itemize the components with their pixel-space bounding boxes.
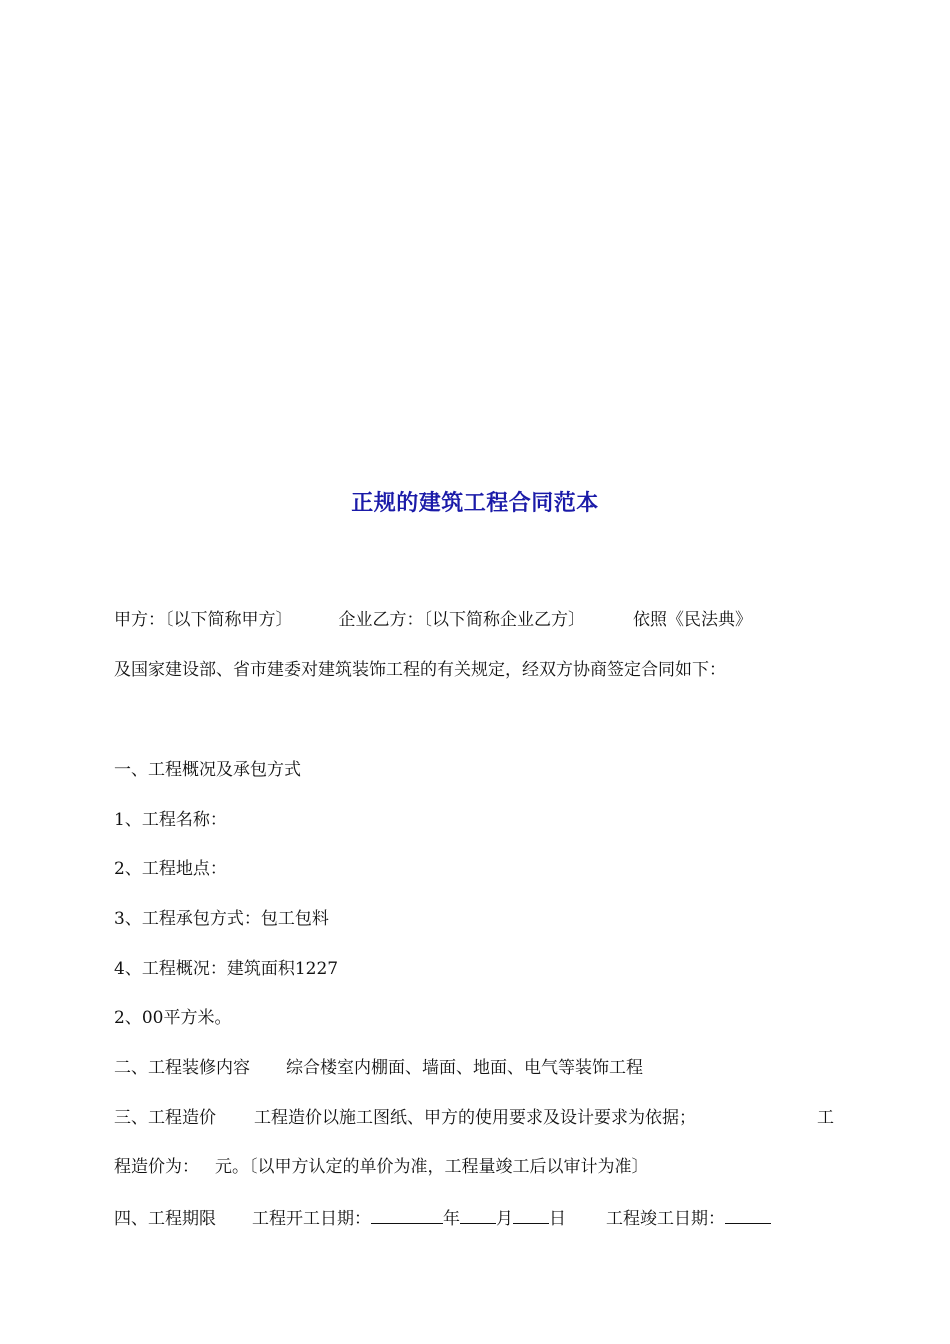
party-b-text: 企业乙方：〔以下简称企业乙方〕 — [338, 610, 585, 630]
section1-item-4: 4、工程概况：建筑面积1227 — [114, 959, 339, 979]
section4-line — [114, 1205, 836, 1231]
section3-price-label: 程造价为： — [114, 1157, 199, 1177]
start-month-blank — [460, 1205, 496, 1224]
section1-item-4-cont: 2、00平方米。 — [114, 1008, 232, 1028]
party-a-text: 甲方：〔以下简称甲方〕 — [114, 610, 293, 630]
year-label: 年 — [443, 1209, 460, 1229]
start-date-label: 工程开工日期： — [252, 1209, 371, 1229]
end-date-label: 工程竣工日期： — [606, 1209, 725, 1229]
start-year-blank — [371, 1205, 443, 1224]
section2-line — [114, 1056, 836, 1080]
basis-start-text: 依照《民法典》 — [633, 610, 752, 630]
section3-price-unit: 元。〔以甲方认定的单价为准，工程量竣工后以审计为准〕 — [215, 1157, 649, 1177]
intro-line-2: 及国家建设部、省市建委对建筑装饰工程的有关规定，经双方协商签定合同如下： — [114, 660, 726, 680]
day-label: 日 — [549, 1209, 566, 1229]
section1-item-1: 1、工程名称： — [114, 810, 227, 830]
section1-heading: 一、工程概况及承包方式 — [114, 760, 301, 780]
end-date-blank — [725, 1205, 771, 1224]
section3-line-1 — [114, 1106, 836, 1130]
section1-item-3: 3、工程承包方式：包工包料 — [114, 909, 329, 929]
intro-line-1 — [114, 608, 836, 632]
section3-line-2 — [114, 1155, 836, 1179]
month-label: 月 — [496, 1209, 513, 1229]
section1-item-2: 2、工程地点： — [114, 859, 227, 879]
section4-heading: 四、工程期限 — [114, 1209, 216, 1229]
section3-content: 工程造价以施工图纸、甲方的使用要求及设计要求为依据； — [254, 1108, 696, 1128]
section2-heading: 二、工程装修内容 — [114, 1058, 250, 1078]
start-day-blank — [513, 1205, 549, 1224]
document-title: 正规的建筑工程合同范本 — [351, 490, 599, 516]
section2-content: 综合楼室内棚面、墙面、地面、电气等装饰工程 — [286, 1058, 643, 1078]
section3-heading: 三、工程造价 — [114, 1108, 216, 1128]
section3-content-end: 工 — [817, 1108, 834, 1128]
